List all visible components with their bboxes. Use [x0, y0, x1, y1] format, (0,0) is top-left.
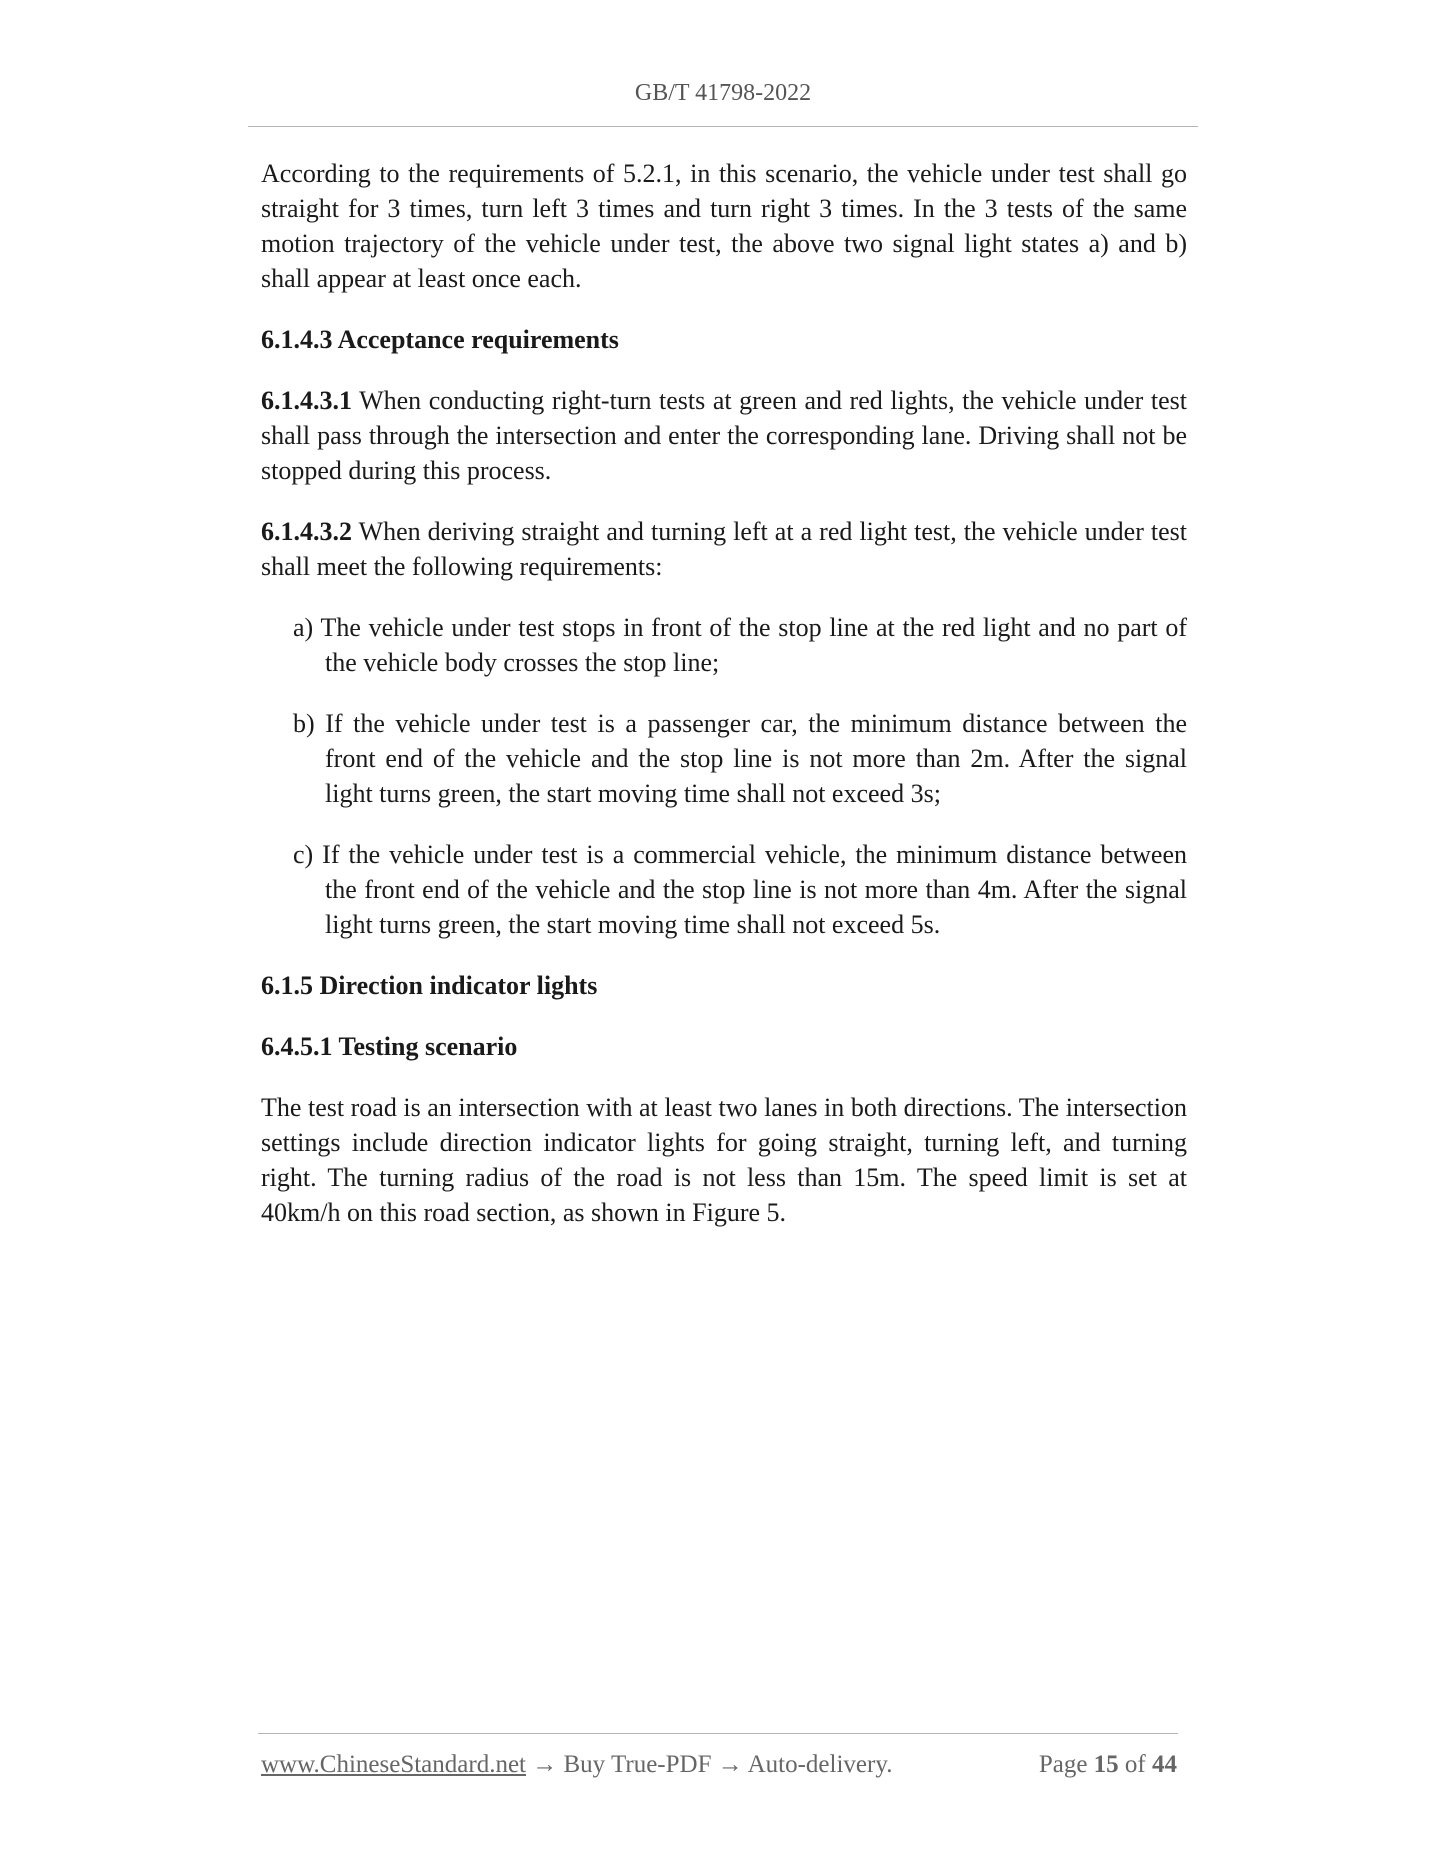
document-header-title: GB/T 41798-2022: [634, 80, 812, 106]
of-label: of: [1124, 1751, 1146, 1778]
intro-paragraph: According to the requirements of 5.2.1, in this scenario, the vehicle under test shall go straight for 3 times, turn left 3 times and turn right 3 times. In the 3 tests of the same motion trajectory of the vehicle under test, the above two signal light states a) and b) shall appear at least once each.: [261, 159, 1187, 293]
heading-acceptance-requirements: 6.1.4.3 Acceptance requirements: [261, 325, 619, 354]
clause-number: 6.1.4.3.2: [261, 517, 352, 546]
site-link[interactable]: www.ChineseStandard.net: [261, 1751, 526, 1778]
list-item-c: c) If the vehicle under test is a commercial vehicle, the minimum distance between the front end of the vehicle and the stop line is not more than 4m. After the signal light turns green, the start moving time shall not exceed 5s.: [293, 840, 1187, 939]
testing-scenario-paragraph: The test road is an intersection with at least two lanes in both directions. The intersection settings include direction indicator lights for going straight, turning left, and turning right. The turning radius of the road is not less than 15m. The speed limit is set at 40km/h on this road section, as shown in Figure 5.: [261, 1093, 1187, 1227]
clause-6-1-4-3-2: [261, 514, 1187, 584]
clause-6-1-4-3-1: [261, 383, 1187, 488]
page-body: [261, 156, 1187, 1256]
clause-text: When deriving straight and turning left at a red light test, the vehicle under test shall meet the following requirements:: [261, 517, 1187, 581]
footer-divider: [258, 1733, 1178, 1734]
list-item-b: b) If the vehicle under test is a passenger car, the minimum distance between the front end of the vehicle and the stop line is not more than 2m. After the signal light turns green, the start moving time shall not exceed 3s;: [293, 709, 1187, 808]
page-label: Page: [1038, 1751, 1088, 1778]
heading-testing-scenario: 6.4.5.1 Testing scenario: [261, 1032, 518, 1061]
page-total: 44: [1152, 1751, 1177, 1778]
page-current: 15: [1093, 1751, 1119, 1778]
clause-number: 6.1.4.3.1: [261, 386, 352, 415]
heading-direction-indicator-lights: 6.1.5 Direction indicator lights: [261, 971, 598, 1000]
header-divider: [248, 126, 1198, 127]
list-item-a: a) The vehicle under test stops in front of the stop line at the red light and no part of the vehicle body crosses the stop line;: [293, 613, 1187, 677]
page-indicator: [1039, 1751, 1177, 1779]
promo-text: → Buy True-PDF → Auto-delivery.: [526, 1751, 893, 1778]
clause-text: When conducting right-turn tests at green and red lights, the vehicle under test shall pass through the intersection and enter the corresponding lane. Driving shall not be stopped during this process.: [261, 386, 1187, 485]
footer-promo: [261, 1751, 892, 1779]
